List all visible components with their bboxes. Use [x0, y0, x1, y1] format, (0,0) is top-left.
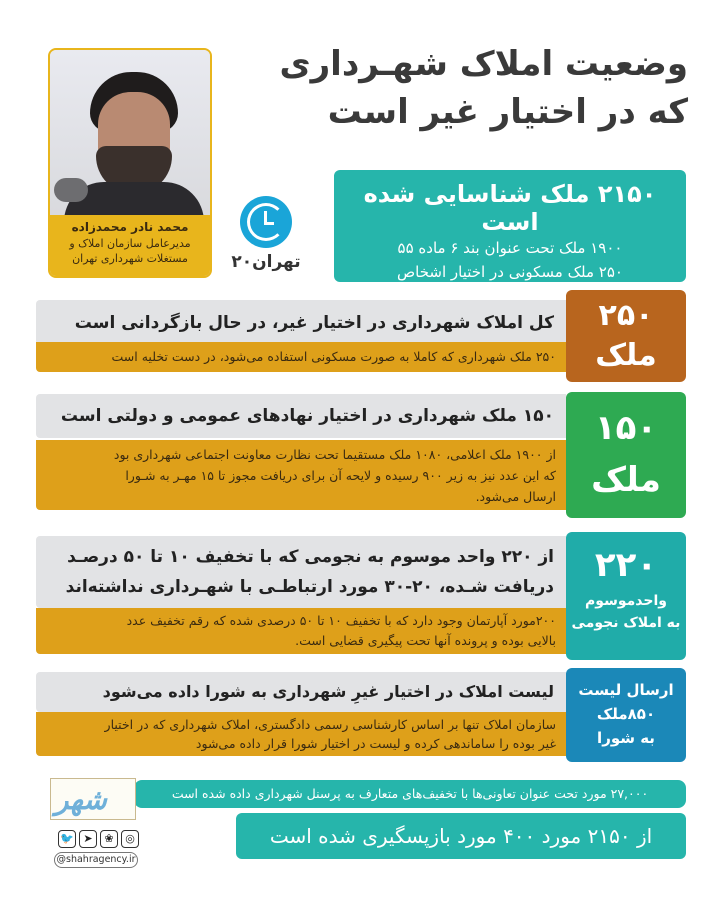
section-150	[36, 392, 686, 518]
profile-role-1: مدیرعامل سازمان املاک و	[69, 237, 191, 250]
section-heading-bar	[36, 394, 566, 438]
section-250	[36, 290, 686, 382]
section-badge	[566, 532, 686, 660]
section-heading: لیست املاک در اختیار غیرِ شهرداری به شورا داده می‌شود	[102, 682, 554, 701]
detail-line: سازمان املاک تنها بر اساس کارشناسی رسمی دادگستری، املاک شهرداری که در اختیار	[104, 717, 556, 732]
summary-line-1: ۱۹۰۰ ملک تحت عنوان بند ۶ ماده ۵۵	[397, 239, 623, 257]
section-badge	[566, 290, 686, 382]
section-badge	[566, 392, 686, 518]
microphone-icon	[54, 178, 88, 202]
badge-unit-2: به املاک نجومی	[571, 615, 681, 631]
section-heading-bar	[36, 300, 566, 346]
footer-note: ۲۷,۰۰۰ مورد تحت عنوان تعاونی‌ها با تخفیف‌های متعارف به پرسنل شهرداری داده شده است	[134, 780, 686, 808]
section-heading: ۱۵۰ ملک شهرداری در اختیار نهادهای عمومی و دولتی است	[60, 406, 554, 426]
telegram-icon[interactable]: ➤	[79, 830, 97, 848]
summary-headline: ۲۱۵۰ ملک شناسایی شده است	[363, 180, 657, 236]
clock-icon	[240, 196, 292, 248]
profile-caption	[50, 215, 210, 276]
profile-card	[48, 48, 212, 278]
badge-unit-1: واحدموسوم	[585, 593, 667, 609]
profile-role-2: مستغلات شهرداری تهران	[72, 252, 188, 265]
summary-line-2: ۲۵۰ ملک مسکونی در اختیار اشخاص	[397, 263, 623, 281]
heading-line: دریافت شـده، ۲۰-۳۰ مورد ارتباطـی با شهـرداری نداشته‌اند	[65, 577, 554, 597]
badge-number: ۱۵۰	[594, 408, 658, 448]
twitter-icon[interactable]: 🐦	[58, 830, 76, 848]
detail-line: بالایی بوده و پرونده آنها تحت پیگیری قضایی است.	[295, 633, 556, 648]
tehran20-label: تهران۲۰	[231, 252, 301, 272]
instagram-icon[interactable]: ◎	[121, 830, 139, 848]
title-line-1: وضعیت املاک شهـرداری	[279, 44, 688, 84]
title-line-2: که در اختیار غیر است	[327, 92, 688, 132]
section-heading	[36, 536, 566, 602]
detail-line: ۲۰۰مورد آپارتمان وجود دارد که با تخفیف ۱۰ تا ۵۰ درصدی شده که رقم تخفیف عدد	[126, 613, 556, 628]
badge-line: به شورا	[597, 729, 655, 747]
detail-line: از ۱۹۰۰ ملک اعلامی، ۱۰۸۰ ملک مستقیما تحت نظارت معاونت اجتماعی شهرداری بود	[113, 447, 556, 462]
shahr-logo	[50, 778, 136, 820]
badge-line: ۸۵۰ملک	[596, 705, 656, 723]
social-links	[58, 830, 139, 848]
badge-unit: ملک	[591, 460, 661, 500]
section-detail	[36, 712, 566, 756]
aparat-icon[interactable]: ❀	[100, 830, 118, 848]
portrait-photo	[50, 50, 210, 215]
section-badge	[566, 668, 686, 762]
section-heading: کل املاک شهرداری در اختیار غیر، در حال بازگردانی است	[74, 313, 554, 333]
detail-line: غیر بوده را ساماندهی کرده و لیست در اختیار شورا قرار داده می‌شود	[195, 736, 556, 751]
summary-box	[334, 170, 686, 282]
section-heading-bar	[36, 536, 566, 608]
badge-line: ارسال لیست	[578, 681, 674, 699]
tehran20-logo	[228, 196, 304, 280]
section-detail	[36, 608, 566, 654]
profile-name: محمد نادر محمدزاده	[71, 220, 189, 234]
page-title	[238, 40, 688, 136]
badge-number: ۲۲۰	[594, 545, 658, 585]
section-detail	[36, 440, 566, 510]
section-850-list	[36, 668, 686, 762]
brand-wordmark: شهر	[55, 783, 107, 816]
section-heading-bar	[36, 672, 566, 712]
brand-handle[interactable]: @shahragency.ir	[54, 852, 138, 868]
heading-line: از ۲۲۰ واحد موسوم به نجومی که با تخفیف ۱۰ تا ۵۰ درصـد	[67, 547, 554, 567]
detail-line: ارسال می‌شود.	[475, 489, 556, 504]
section-220	[36, 532, 686, 660]
badge-number: ۲۵۰	[598, 298, 654, 333]
section-detail: ۲۵۰ ملک شهرداری که کاملا به صورت مسکونی استفاده می‌شود، در دست تخلیه است	[36, 342, 566, 372]
detail-line: که این عدد نیز به زیر ۹۰۰ رسیده و لایحه آن برای دریافت مجوز تا ۱۵ مهـر به شـورا	[125, 468, 556, 483]
footer-headline: از ۲۱۵۰ مورد ۴۰۰ مورد بازپسگیری شده است	[236, 813, 686, 859]
badge-unit: ملک	[595, 338, 657, 373]
